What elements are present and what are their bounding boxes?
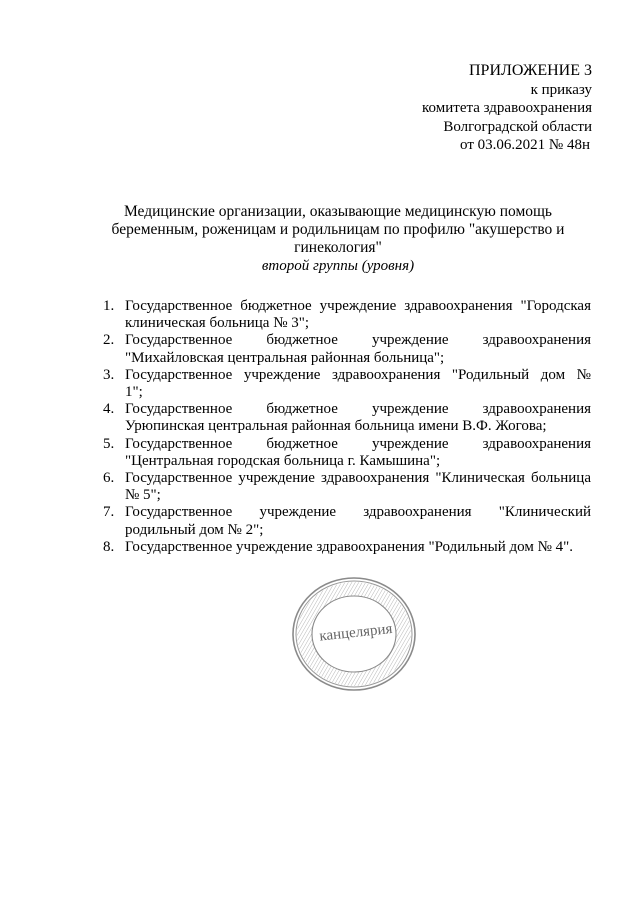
list-item-text: клиническая больница № 3"; xyxy=(125,315,310,332)
order-date-number: от 03.06.2021 № 48н xyxy=(460,137,590,153)
list-item xyxy=(103,401,591,435)
list-item-number: 4. xyxy=(103,401,115,418)
list-item-number: 1. xyxy=(103,298,115,314)
list-item xyxy=(103,367,591,401)
list-item-text: родильный дом № 2"; xyxy=(125,521,264,538)
organizations-list xyxy=(103,298,591,556)
list-item-text: "Центральная городская больница г. Камышина"; xyxy=(125,452,441,469)
list-item-number: 2. xyxy=(103,332,115,349)
list-item-text: Государственное бюджетное учреждение здравоохранения xyxy=(125,332,591,349)
list-item-text: Государственное бюджетное учреждение здравоохранения xyxy=(125,435,591,452)
list-item-text: "Михайловская центральная районная больница"; xyxy=(125,349,445,366)
list-item-number: 8. xyxy=(103,538,115,555)
appendix-header xyxy=(422,62,592,155)
list-item xyxy=(103,298,591,332)
list-item-text: Государственное учреждение здравоохранения "Родильный дом № xyxy=(125,366,591,383)
list-item-text: Государственное бюджетное учреждение здравоохранения xyxy=(125,401,591,418)
list-item-text: Государственное учреждение здравоохранения "Клиническая больница xyxy=(125,470,591,487)
list-item-number: 5. xyxy=(103,435,115,452)
list-item-text: Урюпинская центральная районная больница имени В.Ф. Жогова; xyxy=(125,418,547,435)
list-item xyxy=(103,332,591,366)
title-subtitle: второй группы (уровня) xyxy=(261,258,415,274)
committee-name: комитета здравоохранения xyxy=(422,100,592,116)
circular-stamp-icon xyxy=(290,575,418,693)
list-item xyxy=(103,470,591,504)
list-item xyxy=(103,504,591,538)
stamp-label: канцелярия xyxy=(318,621,394,645)
list-item-number: 6. xyxy=(103,470,115,487)
list-item xyxy=(103,539,591,556)
list-item-text: Государственное бюджетное учреждение здравоохранения "Городская xyxy=(125,298,591,314)
title-line-1: Медицинские организации, оказывающие медицинскую помощь xyxy=(123,203,553,220)
title-line-2: беременным, роженицам и родильницам по профилю "акушерство и xyxy=(111,221,565,238)
list-item-text: Государственное учреждение здравоохранения "Родильный дом № 4". xyxy=(125,538,574,555)
list-item-text: № 5"; xyxy=(125,487,161,504)
list-item xyxy=(103,436,591,470)
region-name: Волгоградской области xyxy=(443,118,592,135)
order-reference: к приказу xyxy=(530,81,592,98)
list-item-number: 7. xyxy=(103,504,115,521)
appendix-number: ПРИЛОЖЕНИЕ 3 xyxy=(468,62,592,79)
title-line-3: гинекология" xyxy=(294,239,382,256)
list-item-number: 3. xyxy=(103,366,115,383)
list-item-text: Государственное учреждение здравоохранения "Клинический xyxy=(125,504,591,521)
list-item-text: 1"; xyxy=(125,384,143,401)
document-title xyxy=(96,203,580,275)
